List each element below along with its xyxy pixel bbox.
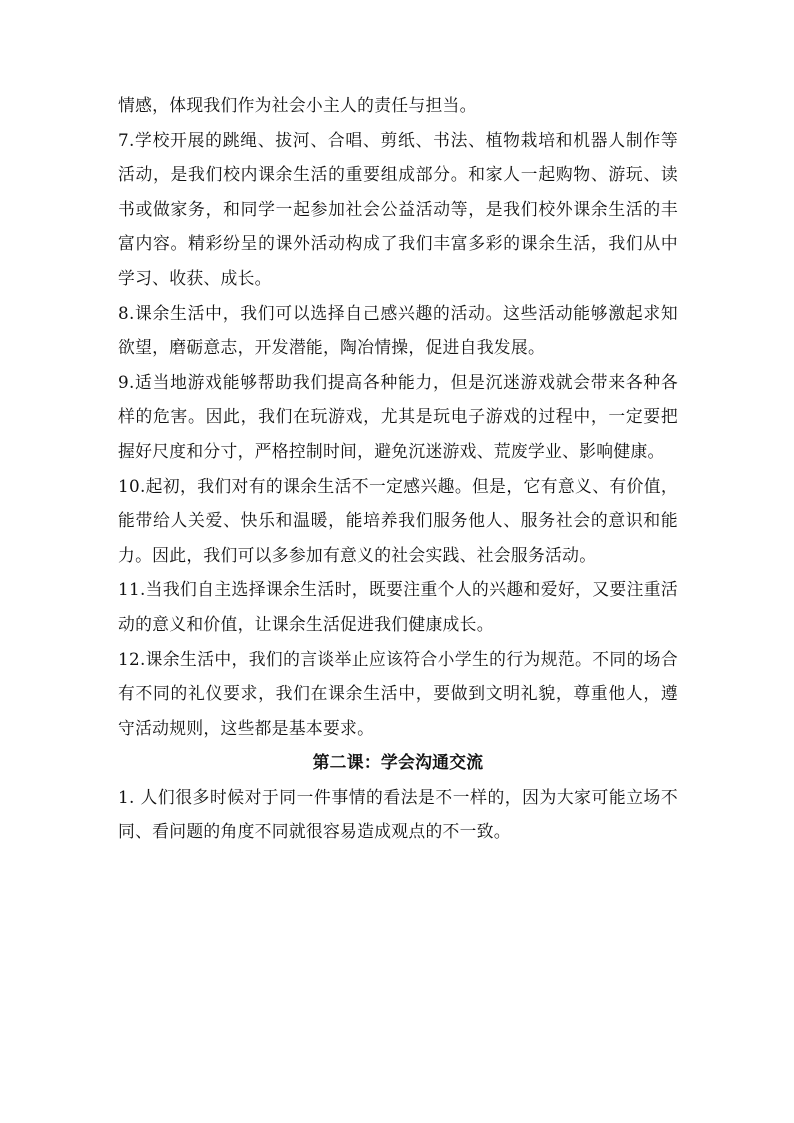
paragraph-10: 10.起初，我们对有的课余生活不一定感兴趣。但是，它有意义、有价值，能带给人关爱、快乐和温暖，能培养我们服务他人、服务社会的意识和能力。因此，我们可以多参加有意义的社会实践、社会服务活动。 — [118, 475, 678, 565]
paragraph-9: 9.适当地游戏能够帮助我们提高各种能力，但是沉迷游戏就会带来各种各样的危害。因此，我们在玩游戏，尤其是玩电子游戏的过程中，一定要把握好尺度和分寸，严格控制时间，避免沉迷游戏、荒废学业、影响健康。 — [118, 371, 678, 461]
paragraph-12: 12.课余生活中，我们的言谈举止应该符合小学生的行为规范。不同的场合有不同的礼仪要求，我们在课余生活中，要做到文明礼貌，尊重他人，遵守活动规则，这些都是基本要求。 — [118, 648, 678, 738]
paragraph-11: 11.当我们自主选择课余生活时，既要注重个人的兴趣和爱好，又要注重活动的意义和价值，让课余生活促进我们健康成长。 — [118, 579, 678, 634]
paragraph-8: 8.课余生活中，我们可以选择自己感兴趣的活动。这些活动能够激起求知欲望，磨砺意志，开发潜能，陶冶情操，促进自我发展。 — [118, 302, 678, 358]
paragraph-7: 7.学校开展的跳绳、拔河、合唱、剪纸、书法、植物栽培和机器人制作等活动，是我们校内课余生活的重要组成部分。和家人一起购物、游玩、读书或做家务，和同学一起参加社会公益活动等，是我们校外课余生活的丰富内容。精彩纷呈的课外活动构成了我们丰富多彩的课余生活，我们从中学习、收获、成长。 — [118, 129, 678, 288]
document-body — [118, 88, 678, 849]
section-paragraph-1: 1. 人们很多时候对于同一件事情的看法是不一样的，因为大家可能立场不同、看问题的角度不同就很容易造成观点的不一致。 — [118, 786, 678, 842]
paragraph-intro: 情感，体现我们作为社会小主人的责任与担当。 — [118, 95, 477, 115]
section-heading: 第二课：学会沟通交流 — [312, 752, 484, 773]
